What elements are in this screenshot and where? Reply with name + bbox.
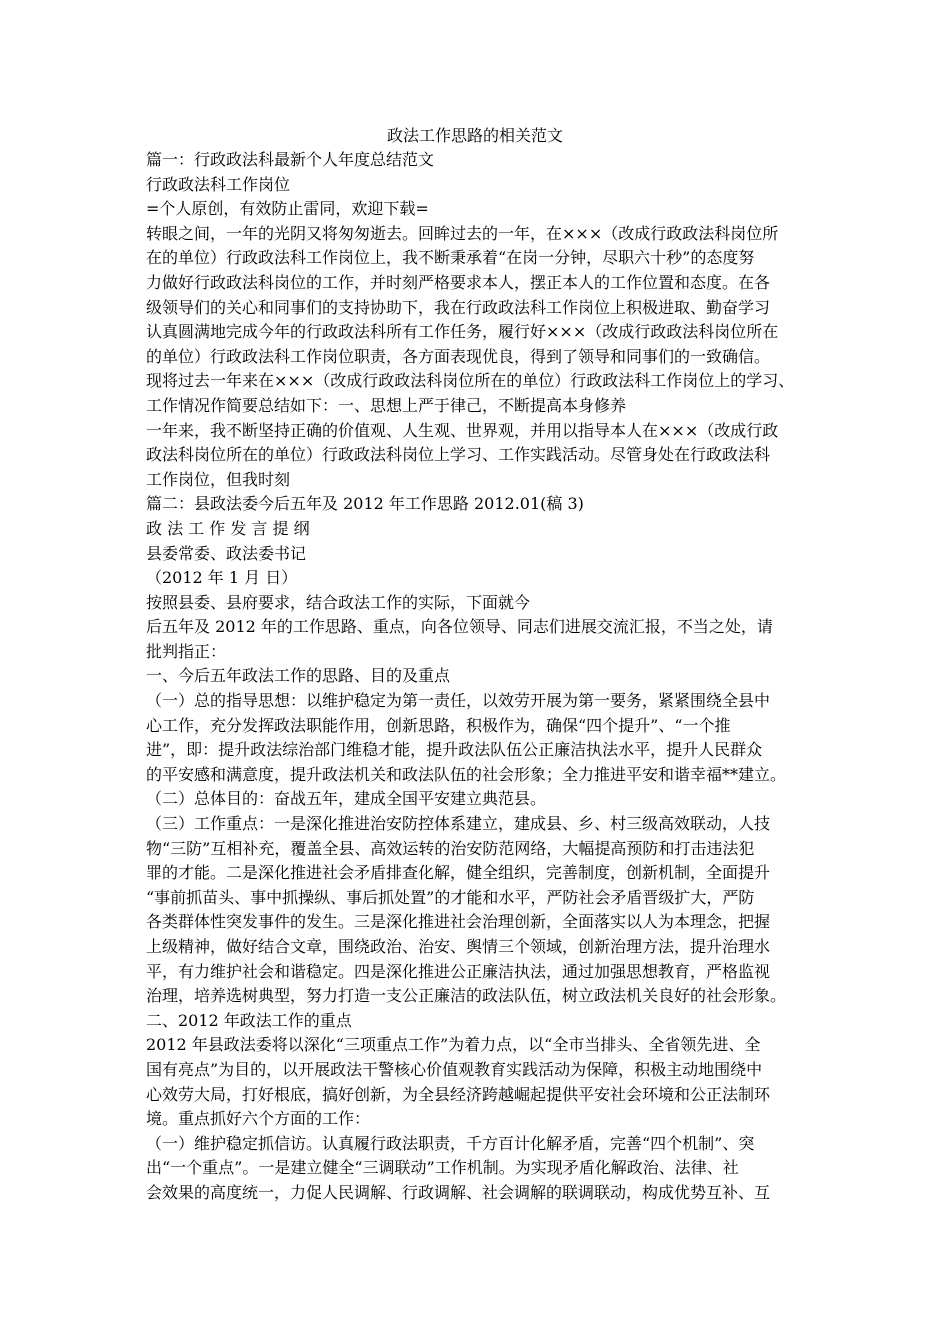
text-line: 工作情况作简要总结如下：一、思想上严于律己，不断提高本身修养: [146, 395, 627, 415]
text-line: “事前抓苗头、事中抓操纵、事后抓处置”的才能和水平，严防社会矛盾晋级扩大，严防: [146, 887, 755, 907]
text-line: （三）工作重点：一是深化推进治安防控体系建立，建成县、乡、村三级高效联动，人技: [146, 814, 771, 834]
text-line: 上级精神，做好结合文章，围绕政治、治安、舆情三个领域，创新治理方法，提升治理水: [146, 937, 771, 956]
text-line: 2012 年县政法委将以深化“三项重点工作”为着力点，以“全市当排头、全省领先进、全: [146, 1035, 761, 1055]
text-line: 篇二：县政法委今后五年及 2012 年工作思路 2012.01(稿 3): [146, 494, 584, 514]
text-line: 力做好行政政法科岗位的工作，并时刻严格要求本人，摆正本人的工作位置和态度。在各: [146, 272, 771, 292]
text-line: 一、今后五年政法工作的思路、目的及重点: [146, 666, 451, 686]
text-line: 按照县委、县府要求，结合政法工作的实际，下面就今: [146, 592, 531, 612]
text-line: （一）维护稳定抓信访。认真履行政法职责，千方百计化解矛盾，完善“四个机制”、突: [146, 1133, 755, 1153]
document-body: [146, 148, 818, 1206]
text-line: 篇一：行政政法科最新个人年度总结范文: [146, 150, 435, 169]
text-line: 的单位）行政政法科工作岗位职责，各方面表现优良，得到了领导和同事们的一致确信。: [146, 346, 771, 366]
text-line: （2012 年 1 月 日）: [146, 568, 298, 588]
text-line: 心工作，充分发挥政法职能作用，创新思路，积极作为，确保“四个提升”、“一个推: [146, 715, 731, 735]
text-line: 级领导们的关心和同事们的支持协助下，我在行政政法科工作岗位上积极进取、勤奋学习: [146, 297, 771, 317]
text-line: 出“一个重点”。一是建立健全“三调联动”工作机制。为实现矛盾化解政治、法律、社: [146, 1158, 739, 1178]
text-line: 平，有力维护社会和谐稳定。四是深化推进公正廉洁执法，通过加强思想教育，严格监视: [146, 961, 771, 981]
text-line: 县委常委、政法委书记: [146, 543, 307, 563]
text-line: 罪的才能。二是深化推进社会矛盾排查化解，健全组织，完善制度，创新机制，全面提升: [146, 863, 771, 883]
text-line: 二、2012 年政法工作的重点: [146, 1010, 352, 1030]
text-line: 工作岗位，但我时刻: [146, 469, 291, 489]
text-line: 行政政法科工作岗位: [146, 174, 291, 194]
text-line: 物“三防”互相补充，覆盖全县、高效运转的治安防范网络，大幅提高预防和打击违法犯: [146, 838, 755, 858]
text-line: 后五年及 2012 年的工作思路、重点，向各位领导、同志们进展交流汇报，不当之处，请: [146, 617, 773, 637]
text-line: 进”，即：提升政法综治部门维稳才能，提升政法队伍公正廉洁执法水平，提升人民群众: [146, 740, 763, 760]
text-line: 政法科岗位所在的单位）行政政法科岗位上学习、工作实践活动。尽管身处在行政政法科: [146, 445, 771, 465]
text-line: （一）总的指导思想：以维护稳定为第一责任，以效劳开展为第一要务，紧紧围绕全县中: [146, 691, 771, 711]
text-line: 一年来，我不断坚持正确的价值观、人生观、世界观，并用以指导本人在×××（改成行政: [146, 420, 779, 440]
text-line: 认真圆满地完成今年的行政政法科所有工作任务，履行好×××（改成行政政法科岗位所在: [146, 322, 779, 342]
text-line: 各类群体性突发事件的发生。三是深化推进社会治理创新，全面落实以人为本理念，把握: [146, 912, 771, 932]
text-line: 现将过去一年来在×××（改成行政政法科岗位所在的单位）行政政法科工作岗位上的学习、: [146, 371, 795, 391]
text-line: 心效劳大局，打好根底，搞好创新，为全县经济跨越崛起提供平安社会环境和公正法制环: [146, 1084, 771, 1104]
text-line: 批判指正：: [146, 641, 227, 661]
text-line: 转眼之间，一年的光阴又将匆匆逝去。回眸过去的一年，在×××（改成行政政法科岗位所: [146, 223, 779, 243]
text-line: 境。重点抓好六个方面的工作：: [146, 1109, 371, 1129]
text-line: =个人原创，有效防止雷同，欢迎下载=: [146, 199, 429, 219]
text-line: 国有亮点”为目的，以开展政法干警核心价值观教育实践活动为保障，积极主动地围绕中: [146, 1059, 763, 1079]
text-line: 治理，培养选树典型，努力打造一支公正廉洁的政法队伍，树立政法机关良好的社会形象。: [146, 986, 787, 1006]
text-line: 政 法 工 作 发 言 提 纲: [146, 518, 310, 538]
text-line: （二）总体目的：奋战五年，建成全国平安建立典范县。: [146, 789, 547, 809]
document-title: 政法工作思路的相关范文: [386, 126, 563, 145]
text-line: 的平安感和满意度，提升政法机关和政法队伍的社会形象；全力推进平安和谐幸福**建立。: [146, 764, 787, 784]
text-line: 在的单位）行政政法科工作岗位上，我不断秉承着“在岗一分钟，尽职六十秒”的态度努: [146, 248, 755, 268]
text-line: 会效果的高度统一，力促人民调解、行政调解、社会调解的联调联动，构成优势互补、互: [146, 1182, 771, 1202]
